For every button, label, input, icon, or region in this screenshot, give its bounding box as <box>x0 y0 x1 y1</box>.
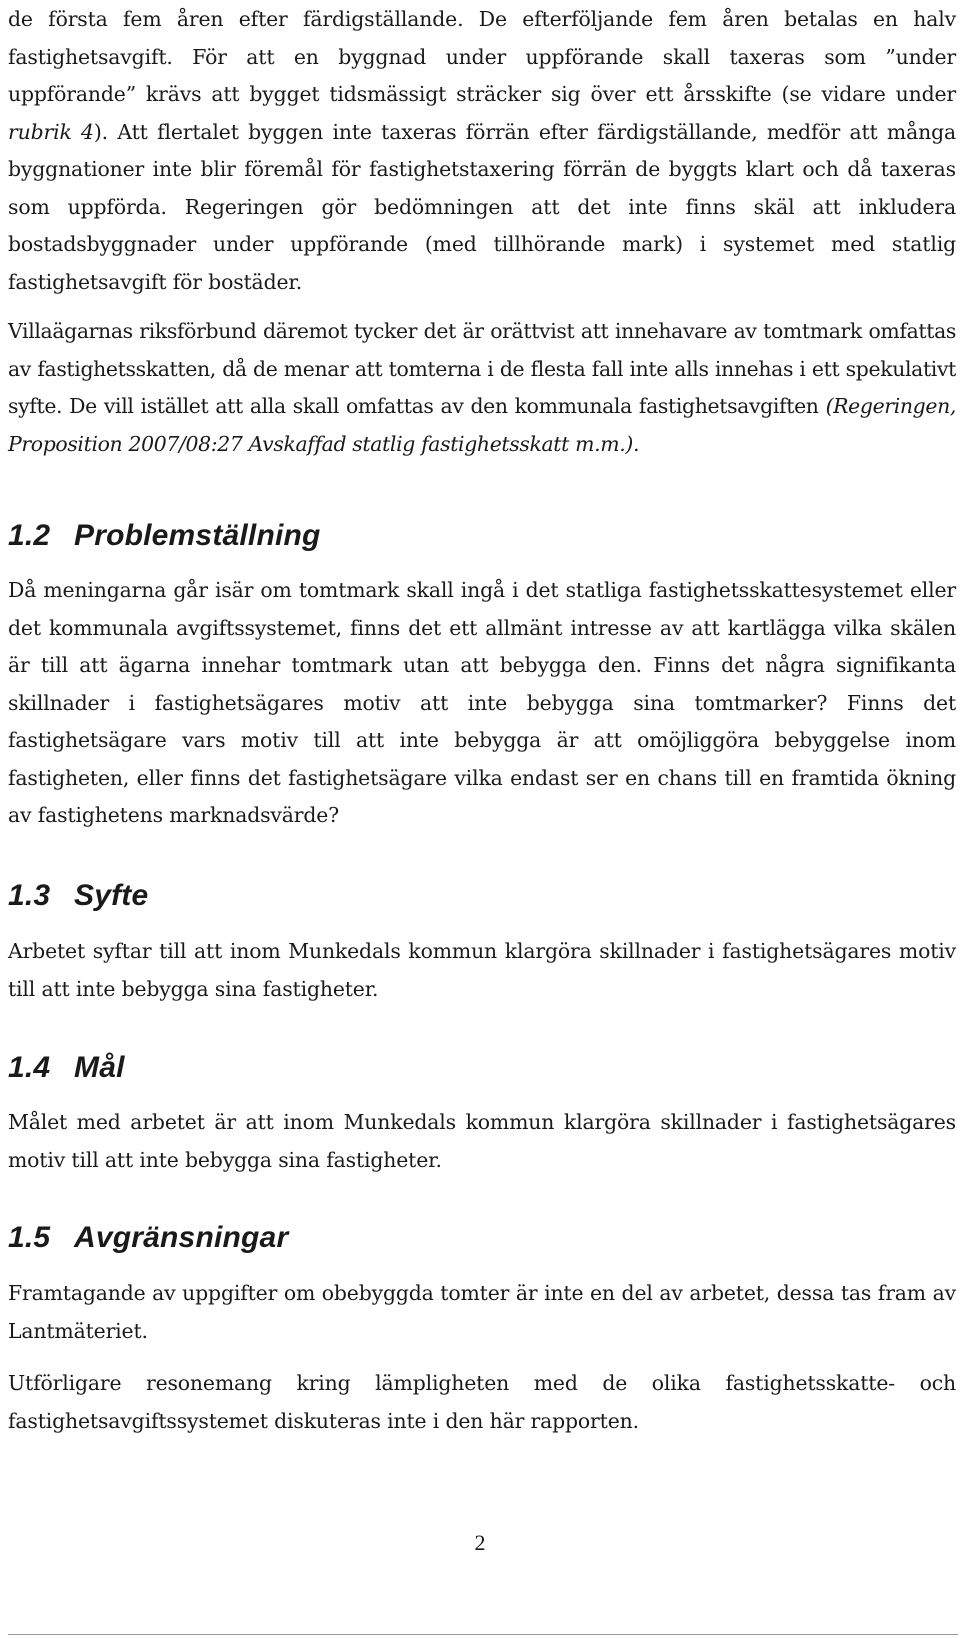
footer-rule <box>8 1634 958 1635</box>
section-body-avgransningar-1 <box>8 1275 956 1350</box>
intro-paragraph-reference: rubrik 4 <box>8 119 94 144</box>
section-heading-problemstallning <box>8 518 321 554</box>
section-body-avgransningar-2 <box>8 1365 956 1440</box>
page-number: 2 <box>474 1530 486 1555</box>
avgransningar-paragraph-1: Framtagande av uppgifter om obebyggda tomter är inte en del av arbetet, dessa tas fram av Lantmäteriet. <box>8 1281 956 1343</box>
syfte-paragraph: Arbetet syftar till att inom Munkedals kommun klargöra skillnader i fastighetsägares motiv till att inte bebygga sina fastigheter. <box>8 939 956 1001</box>
section-title: Syfte <box>74 879 149 912</box>
section-number: 1.2 <box>8 519 51 552</box>
problemstallning-paragraph: Då meningarna går isär om tomtmark skall ingå i det statliga fastighetsskattesystemet eller det kommunala avgiftssystemet, finns det ett allmänt intresse av att kartlägga vilka skälen är till att ägarna innehar tomtmark utan att bebygga den. Finns det några signifikanta skillnader i fastighetsägares motiv att inte bebygga sina tomtmarker? Finns det fastighetsägare vars motiv till att inte bebygga är att omöjliggöra bebyggelse inom fastigheten, eller finns det fastighetsägare vilka endast ser en chans till en framtida ökning av fastighetens marknadsvärde? <box>8 578 956 827</box>
section-number: 1.3 <box>8 879 51 912</box>
section-number: 1.4 <box>8 1051 51 1084</box>
section-heading-avgransningar <box>8 1220 288 1256</box>
intro-paragraph-text-end: ). Att flertalet byggen inte taxeras förrän efter färdigställande, medför att många byggnationer inte blir föremål för fastighetstaxering förrän de byggts klart och då taxeras som uppförda. Regeringen gör bedömningen att det inte finns skäl att inkludera bostadsbyggnader under uppförande (med tillhörande mark) i systemet med statlig fastighetsavgift för bostäder. <box>8 119 956 294</box>
section-body-mal <box>8 1104 956 1179</box>
avgransningar-paragraph-2: Utförligare resonemang kring lämpligheten med de olika fastighetsskatte- och fastighetsavgiftssystemet diskuteras inte i den här rapporten. <box>8 1371 956 1433</box>
section-title: Avgränsningar <box>74 1221 289 1254</box>
section-body-syfte <box>8 933 956 1008</box>
villa-paragraph-citation: (Regeringen, Proposition 2007/08:27 Avskaffad statlig fastighetsskatt m.m.). <box>8 394 956 456</box>
villa-paragraph <box>8 313 956 463</box>
section-heading-syfte <box>8 878 148 914</box>
section-number: 1.5 <box>8 1221 51 1254</box>
section-heading-mal <box>8 1050 125 1086</box>
villa-paragraph-block <box>8 313 956 463</box>
section-body-problemstallning <box>8 572 956 835</box>
intro-paragraph <box>8 1 956 301</box>
villa-paragraph-text: Villaägarnas riksförbund däremot tycker det är orättvist att innehavare av tomtmark omfattas av fastighetsskatten, då de menar att tomterna i de flesta fall inte alls innehas i ett spekulativt syfte. De vill istället att alla skall omfattas av den kommunala fastighetsavgiften <box>8 319 956 418</box>
intro-paragraph-text-start: de första fem åren efter färdigställande. De efterföljande fem åren betalas en halv fastighetsavgift. För att en byggnad under uppförande skall taxeras som ”under uppförande” krävs att bygget tidsmässigt sträcker sig över ett årsskifte (se vidare under <box>8 7 956 106</box>
section-title: Mål <box>74 1051 125 1084</box>
intro-paragraph-block <box>8 1 956 301</box>
section-title: Problemställning <box>74 519 321 552</box>
mal-paragraph: Målet med arbetet är att inom Munkedals kommun klargöra skillnader i fastighetsägares motiv till att inte bebygga sina fastigheter. <box>8 1110 956 1172</box>
